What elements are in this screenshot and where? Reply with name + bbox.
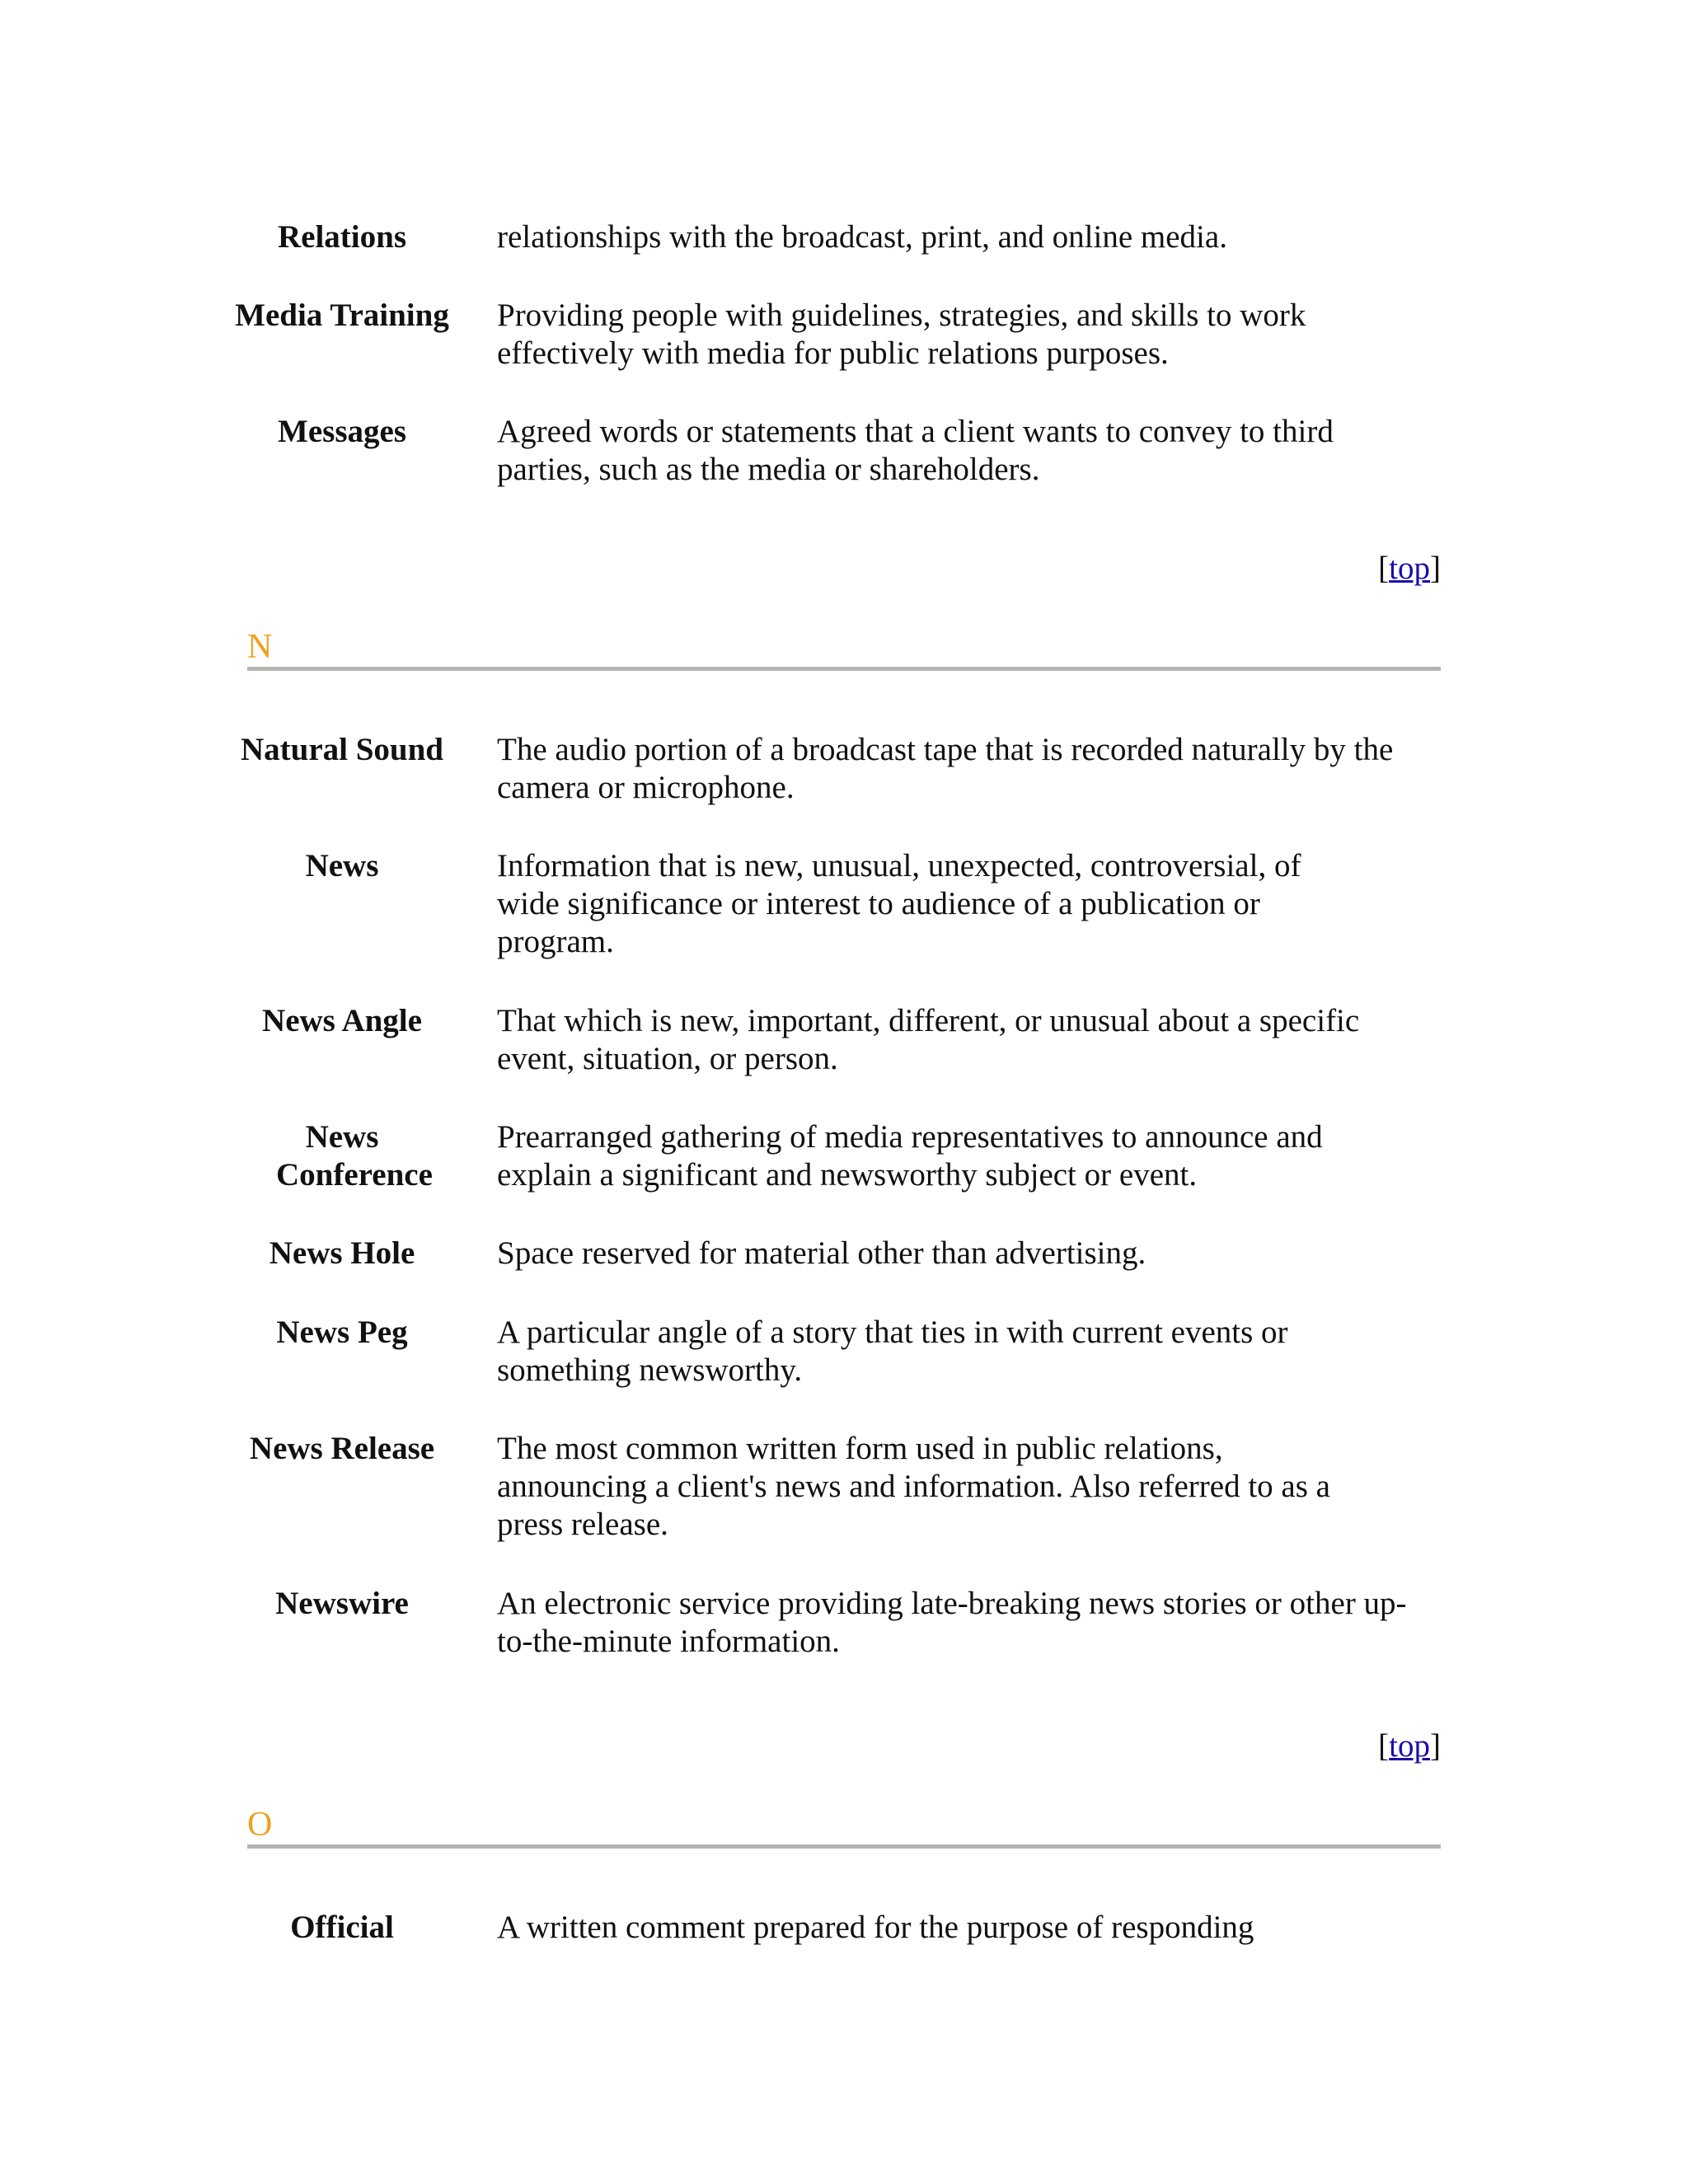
entry-term: Official [290,1910,394,1945]
bracket-close: ] [1430,1728,1441,1764]
entry-definition: Providing people with guidelines, strategies, and skills to work effectively with media for public relations purposes. [497,298,1306,371]
entry-definition: The most common written form used in public relations, announcing a client's news and information. Also referred to as a press release. [497,1431,1330,1542]
entry-term: News Peg [276,1315,408,1350]
section-divider [247,1844,1441,1849]
entry-definition: Space reserved for material other than advertising. [497,1235,1146,1271]
entry-term: News Hole [269,1235,415,1271]
entry-definition: Agreed words or statements that a client wants to convey to third parties, such as the media or shareholders. [497,414,1334,487]
entry-term: News Conference [276,1119,433,1193]
section-letter-o: O [247,1806,273,1844]
back-to-top [1378,1727,1441,1765]
section-letter-n: N [247,628,273,666]
entry-definition: A written comment prepared for the purpose of responding [497,1910,1254,1945]
bracket-close: ] [1430,551,1441,586]
entry-term: News Angle [262,1003,422,1038]
bracket-open: [ [1378,1728,1390,1764]
section-divider [247,667,1441,671]
back-to-top [1378,550,1441,588]
entry-term: Messages [278,414,406,449]
entry-term: News Release [249,1431,435,1466]
entry-definition: A particular angle of a story that ties in with current events or something newsworthy. [497,1315,1288,1388]
top-link[interactable]: top [1389,551,1430,586]
entry-term: Newswire [275,1586,409,1621]
entry-definition: relationships with the broadcast, print, and online media. [497,219,1227,255]
entry-term: Natural Sound [241,732,443,767]
top-link[interactable]: top [1389,1728,1430,1764]
bracket-open: [ [1378,551,1390,586]
entry-term: Relations [278,219,406,255]
entry-definition: The audio portion of a broadcast tape that is recorded naturally by the camera or microphone. [497,732,1394,805]
entry-definition: That which is new, important, different, or unusual about a specific event, situation, or person. [497,1003,1360,1076]
entry-term: News [305,848,379,883]
entry-definition: Information that is new, unusual, unexpected, controversial, of wide significance or interest to audience of a publication or program. [497,848,1301,959]
entry-definition: An electronic service providing late-breaking news stories or other up-to-the-minute information. [497,1586,1407,1659]
entry-term: Media Training [235,298,449,333]
entry-definition: Prearranged gathering of media representatives to announce and explain a significant and newsworthy subject or event. [497,1119,1323,1193]
